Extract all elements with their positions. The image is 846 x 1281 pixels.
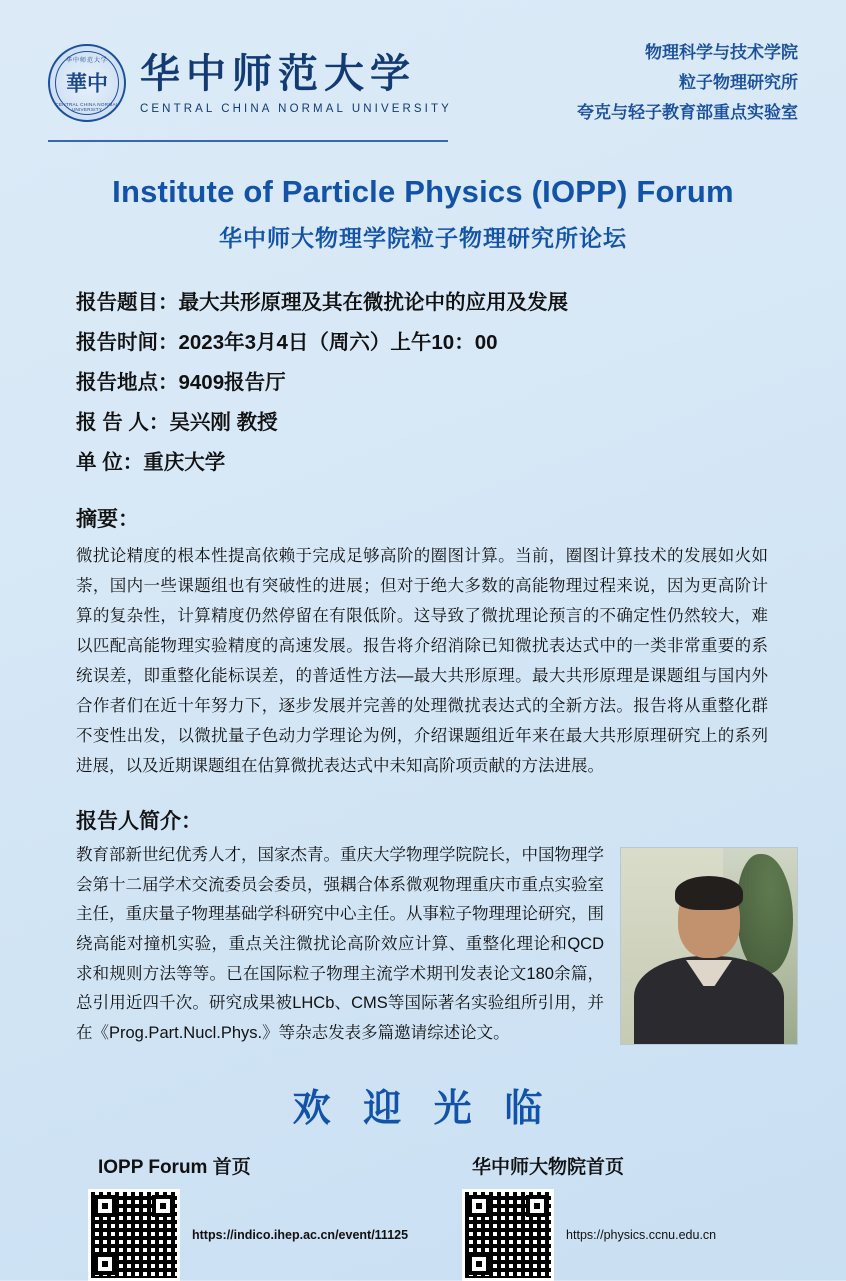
talk-time: 报告时间：2023年3月4日（周六）上午10：00 xyxy=(76,330,498,354)
qr-code-ccnu-physics-icon[interactable] xyxy=(462,1189,554,1281)
link-title: 华中师大物院首页 xyxy=(472,1156,625,1178)
photo-hair xyxy=(675,876,743,910)
link-block-iopp xyxy=(88,1152,408,1281)
speaker-photo xyxy=(620,847,798,1045)
link-url[interactable]: https://indico.ihep.ac.cn/event/11125 xyxy=(192,1227,409,1242)
link-url[interactable]: https://physics.ccnu.edu.cn xyxy=(566,1227,717,1242)
university-seal-icon xyxy=(48,44,126,122)
seal-center-text: 華中 xyxy=(66,70,108,96)
welcome-text: 欢 迎 光 临 xyxy=(292,1087,554,1130)
forum-title-cn: 华中师大物理学院粒子物理研究所论坛 xyxy=(219,225,627,251)
abstract-heading: 摘要： xyxy=(76,507,139,531)
affiliation-list xyxy=(577,38,798,127)
affiliation-item: 粒子物理研究所 xyxy=(679,73,798,93)
talk-venue: 报告地点：9409报告厅 xyxy=(76,370,286,394)
bio-section xyxy=(48,841,798,1049)
talk-topic: 报告题目：最大共形原理及其在微扰论中的应用及发展 xyxy=(76,291,568,314)
university-name-block xyxy=(140,51,452,115)
bio-heading: 报告人简介： xyxy=(76,809,202,833)
talk-speaker: 报 告 人：吴兴刚 教授 xyxy=(76,410,278,434)
qr-row xyxy=(462,1189,716,1281)
forum-title-en: Institute of Particle Physics (IOPP) Forum xyxy=(112,174,734,209)
seal-bottom-text: CENTRAL CHINA NORMAL UNIVERSITY xyxy=(55,102,119,112)
university-name-en: CENTRAL CHINA NORMAL UNIVERSITY xyxy=(140,103,452,115)
qr-row xyxy=(88,1189,408,1281)
abstract-body: 微扰论精度的根本性提高依赖于完成足够高阶的圈图计算。当前，圈图计算技术的发展如火如荼，国内一些课题组也有突破性的进展；但对于绝大多数的高能物理过程来说，因为更高阶计算的复杂性，计算精度仍然停留在有限低阶。这导致了微扰理论预言的不确定性仍然较大，难以匹配高能物理实验精度的高速发展。报告将介绍消除已知微扰表达式中的一类非常重要的系统误差，即重整化能标误差，的普适性方法—最大共形原理。最大共形原理是课题组与国内外合作者们在近十年努力下，逐步发展并完善的处理微扰表达式的全新方法。报告将从重整化群不变性出发，以微扰量子色动力学理论为例，介绍课题组近年来在最大共形原理研究上的系列进展，以及近期课题组在估算微扰表达式中未知高阶项贡献的方法进展。 xyxy=(76,546,768,775)
photo-plant xyxy=(737,854,793,974)
poster-header xyxy=(48,0,798,138)
bio-body: 教育部新世纪优秀人才，国家杰青。重庆大学物理学院院长，中国物理学会第十二届学术交流委员会委员，强耦合体系微观物理重庆市重点实验室主任，重庆量子物理基础学科研究中心主任。从事粒子物理理论研究，围绕高能对撞机实验，重点关注微扰论高阶效应计算、重整化理论和QCD求和规则方法等等。已在国际粒子物理主流学术期刊发表论文180余篇，总引用近四千次。研究成果被LHCb、CMS等国际著名实验组所引用，并在《Prog.Part.Nucl.Phys.》等杂志发表多篇邀请综述论文。 xyxy=(76,845,604,1043)
link-title: IOPP Forum 首页 xyxy=(98,1156,251,1178)
header-divider xyxy=(48,140,448,142)
affiliation-item: 物理科学与技术学院 xyxy=(645,43,798,63)
link-block-ccnu xyxy=(462,1152,716,1281)
university-name-cn: 华中师范大学 xyxy=(140,50,416,97)
university-brand xyxy=(48,44,452,122)
talk-details xyxy=(48,283,798,483)
links-section xyxy=(48,1152,798,1281)
talk-affiliation: 单 位：重庆大学 xyxy=(76,450,226,474)
seal-top-text: 华中师范大学 xyxy=(65,58,108,64)
affiliation-item: 夸克与轻子教育部重点实验室 xyxy=(577,102,798,122)
qr-code-iopp-forum-icon[interactable] xyxy=(88,1189,180,1281)
